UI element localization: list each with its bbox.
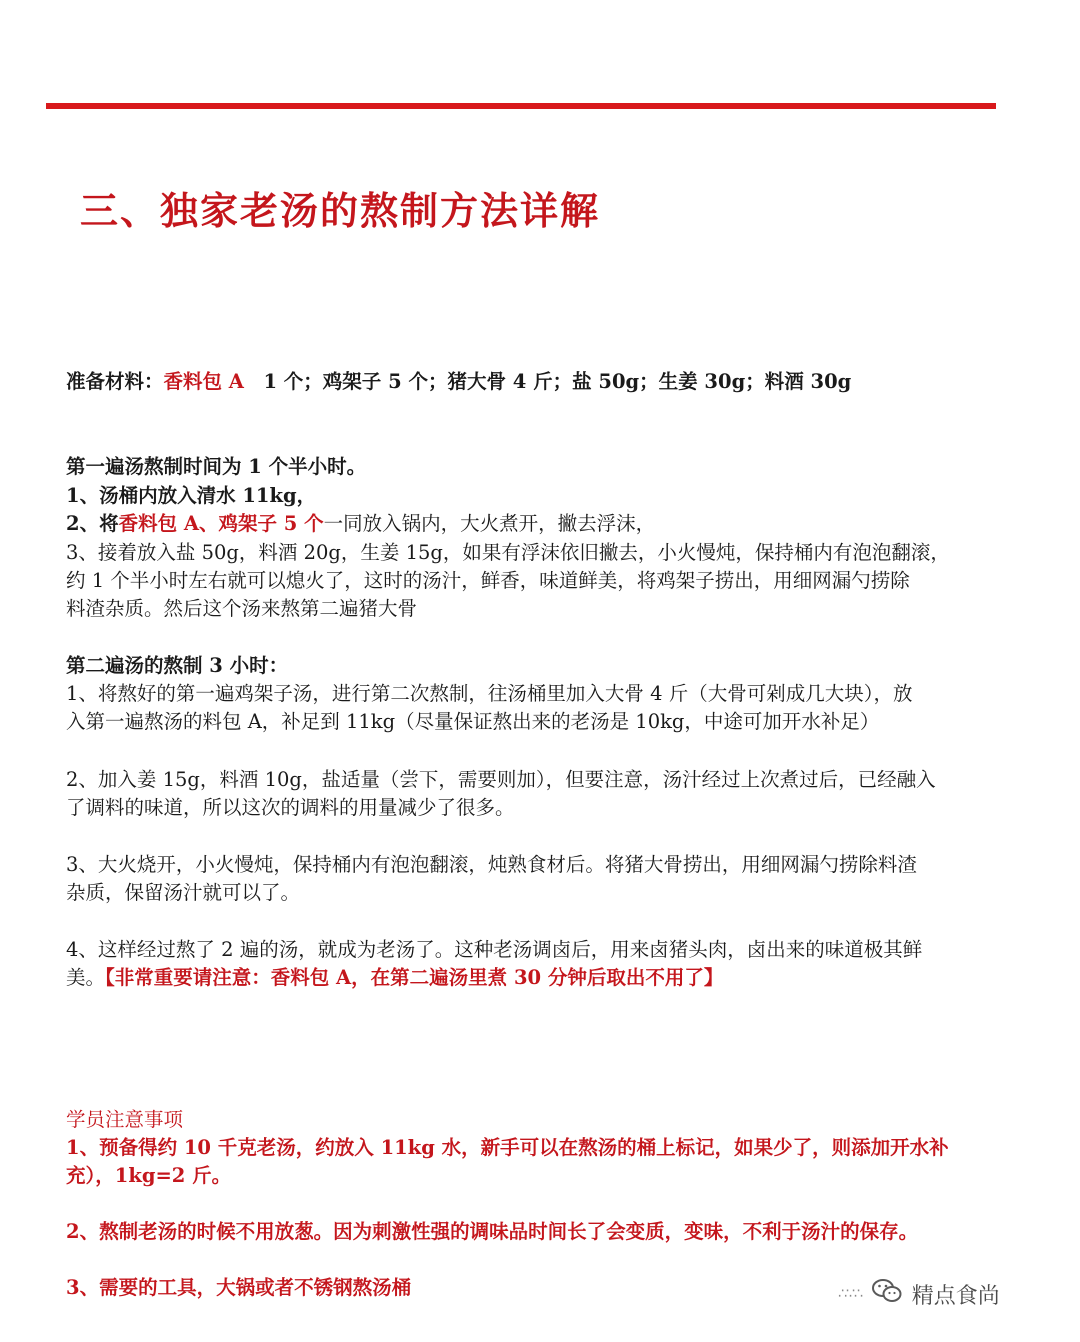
page-title: 三、独家老汤的熬制方法详解 bbox=[80, 189, 601, 233]
second-round-step-4-line-1: 4、这样经过熬了 2 遍的汤，就成为老汤了。这种老汤调卤后，用来卤猪头肉，卤出来的味道极其鲜 bbox=[66, 938, 923, 961]
note-1-line-2: 充），1kg=2 斤。 bbox=[66, 1164, 232, 1187]
note-3: 3、需要的工具，大锅或者不锈钢熬汤桶 bbox=[66, 1276, 412, 1299]
step2-rest: 一同放入锅内，大火煮开，撇去浮沫， bbox=[323, 512, 656, 535]
watermark-dots: ∴∵∴ bbox=[838, 1286, 862, 1302]
step2-highlight: 香料包 A、鸡架子 5 个 bbox=[118, 512, 324, 535]
second-round-step-2-line-2: 了调料的味道，所以这次的调料的用量减少了很多。 bbox=[66, 796, 515, 819]
second-round-step-3-line-1: 3、大火烧开，小火慢炖，保持桶内有泡泡翻滚，炖熟食材后。将猪大骨捞出，用细网漏勺捞除料渣 bbox=[66, 853, 917, 876]
top-divider bbox=[46, 103, 996, 109]
second-round-step-2-line-1: 2、加入姜 15g，料酒 10g，盐适量（尝下，需要则加），但要注意，汤汁经过上次煮过后，已经融入 bbox=[66, 768, 936, 791]
first-round-step-3-line-2: 约 1 个半小时左右就可以熄火了，这时的汤汁，鲜香，味道鲜美，将鸡架子捞出，用细网漏勺捞除 bbox=[66, 569, 910, 592]
first-round-heading: 第一遍汤熬制时间为 1 个半小时。 bbox=[66, 455, 367, 478]
notes-heading: 学员注意事项 bbox=[66, 1108, 184, 1131]
watermark bbox=[838, 1276, 1000, 1312]
step4-prefix: 美。 bbox=[66, 966, 106, 989]
step2-prefix: 2、将 bbox=[66, 512, 119, 535]
first-round-step-2 bbox=[66, 510, 655, 538]
wechat-icon bbox=[872, 1278, 902, 1310]
first-round-step-1: 1、汤桶内放入清水 11kg， bbox=[66, 484, 317, 507]
materials-label: 准备材料： bbox=[66, 370, 164, 393]
first-round-step-3-line-3: 料渣杂质。然后这个汤来熬第二遍猪大骨 bbox=[66, 597, 418, 620]
materials-highlight: 香料包 A bbox=[163, 370, 244, 393]
note-2: 2、熬制老汤的时候不用放葱。因为刺激性强的调味品时间长了会变质，变味，不利于汤汁的保存。 bbox=[66, 1220, 919, 1243]
second-round-step-1-line-2: 入第一遍熬汤的料包 A，补足到 11kg（尽量保证熬出来的老汤是 10kg，中途可加开水补足） bbox=[66, 710, 880, 733]
watermark-text: 精点食尚 bbox=[911, 1283, 1000, 1309]
second-round-step-3-line-2: 杂质，保留汤汁就可以了。 bbox=[66, 881, 301, 904]
important-note: 【非常重要请注意：香料包 A，在第二遍汤里煮 30 分钟后取出不用了】 bbox=[105, 966, 724, 989]
first-round-step-3-line-1: 3、接着放入盐 50g，料酒 20g，生姜 15g，如果有浮沫依旧撇去，小火慢炖，保持桶内有泡泡翻滚， bbox=[66, 541, 950, 564]
second-round-step-1-line-1: 1、将熬好的第一遍鸡架子汤，进行第二次熬制，往汤桶里加入大骨 4 斤（大骨可剁成几大块），放 bbox=[66, 682, 913, 705]
note-1-line-1: 1、预备得约 10 千克老汤，约放入 11kg 水，新手可以在熬汤的桶上标记，如果少了，则添加开水补 bbox=[66, 1136, 949, 1159]
second-round-step-4-line-2 bbox=[66, 964, 723, 992]
materials-line bbox=[66, 368, 851, 396]
materials-rest: 1 个；鸡架子 5 个；猪大骨 4 斤；盐 50g；生姜 30g；料酒 30g bbox=[243, 370, 852, 393]
second-round-heading: 第二遍汤的熬制 3 小时： bbox=[66, 654, 289, 677]
